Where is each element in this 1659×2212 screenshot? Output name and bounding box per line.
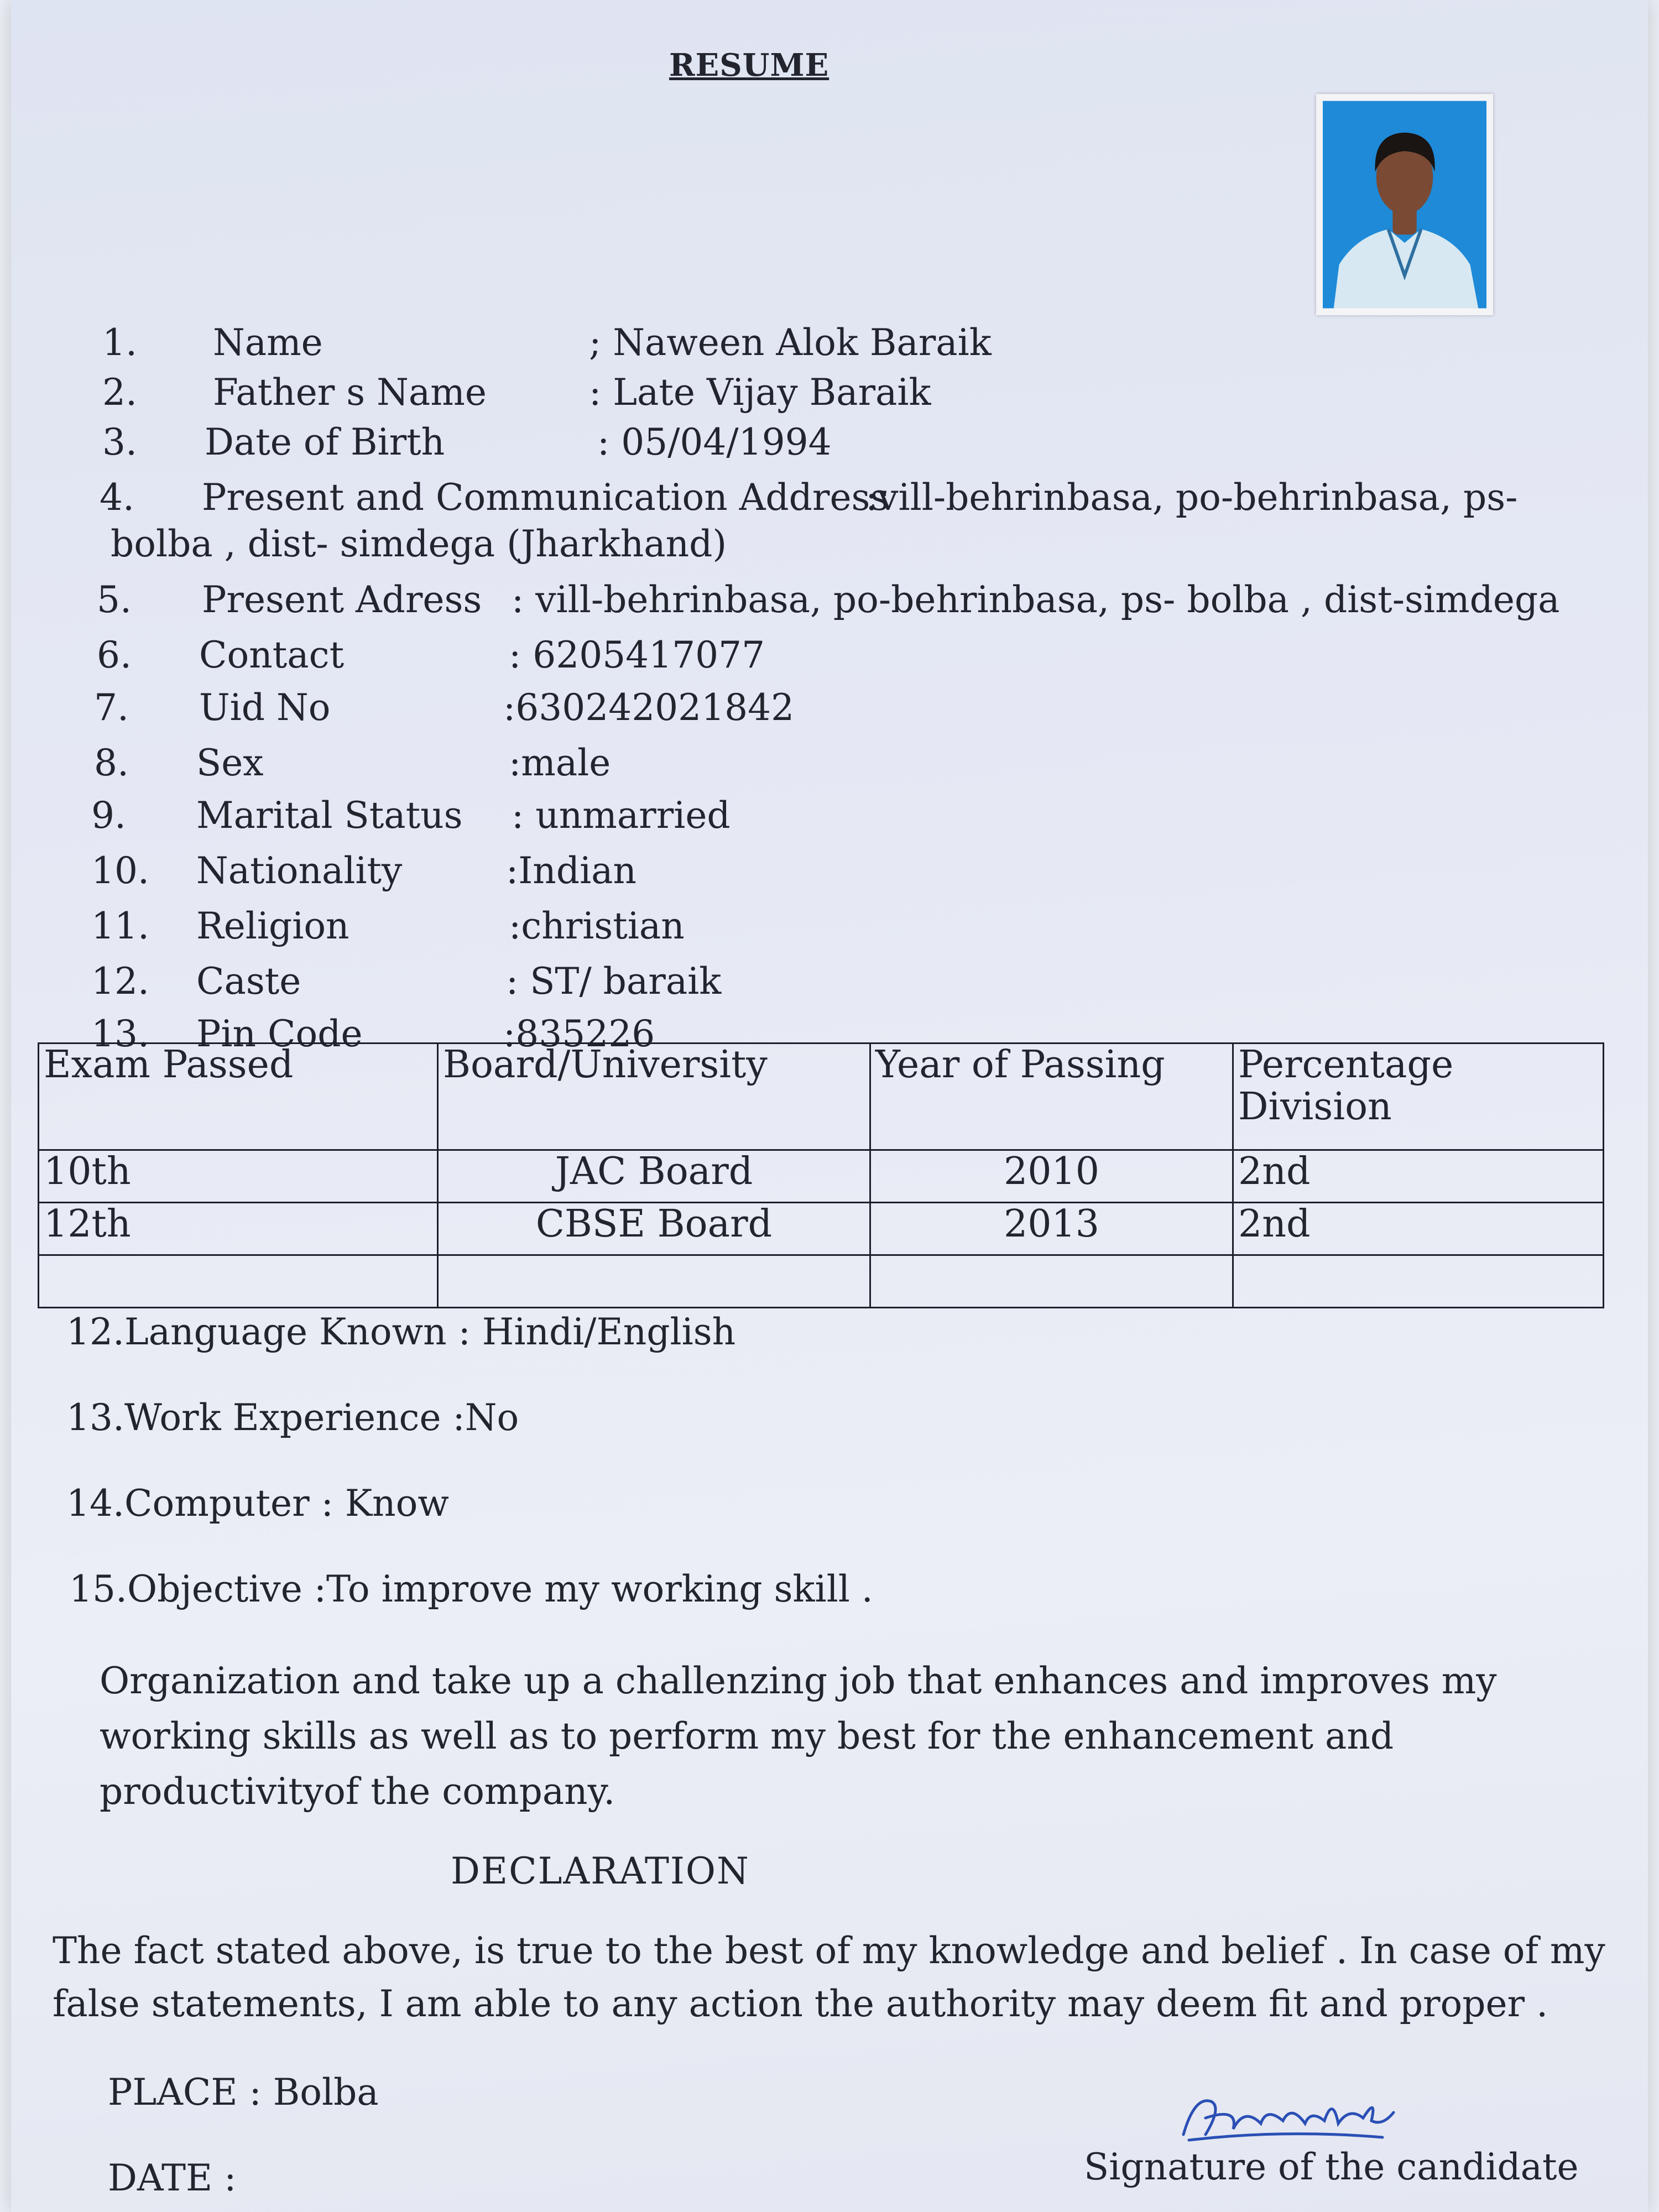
table-row (39, 1255, 1604, 1308)
table-row (39, 1203, 1604, 1255)
detail-value: :630242021842 (503, 686, 795, 729)
computer-skill: 14.Computer : Know (66, 1482, 449, 1525)
board-cell: CBSE Board (438, 1203, 870, 1255)
detail-value: :male (509, 742, 611, 784)
detail-value: : 6205417077 (509, 634, 765, 676)
detail-number: 12. (91, 960, 149, 1003)
page-title: RESUME (669, 47, 830, 84)
year-cell: 2013 (870, 1203, 1233, 1255)
header-year-of-passing: Year of Passing (870, 1044, 1233, 1150)
detail-number: 4. (100, 476, 134, 519)
board-cell (438, 1255, 870, 1308)
detail-label: Caste (196, 960, 301, 1003)
detail-number: 2. (102, 371, 137, 414)
address-continuation: bolba , dist- simdega (Jharkhand) (111, 523, 727, 565)
detail-label: Date of Birth (205, 421, 445, 463)
year-cell: 2010 (870, 1150, 1233, 1203)
exam-cell (39, 1255, 438, 1308)
detail-number: 13. (91, 1013, 149, 1055)
detail-label: Pin Code (196, 1013, 363, 1055)
detail-value: ; Naween Alok Baraik (589, 321, 992, 364)
language-known: 12.Language Known : Hindi/English (66, 1311, 736, 1353)
detail-label: Religion (196, 905, 349, 947)
detail-value: : ST/ baraik (506, 960, 722, 1003)
candidate-photo (1316, 94, 1493, 315)
detail-number: 9. (91, 794, 126, 837)
declaration-title: DECLARATION (451, 1850, 750, 1892)
detail-number: 11. (91, 905, 149, 947)
detail-value: :835226 (503, 1013, 655, 1055)
detail-value: :vill-behrinbasa, po-behrinbasa, ps- (865, 476, 1518, 519)
detail-value: :Indian (506, 849, 637, 892)
division-cell: 2nd (1233, 1150, 1604, 1203)
board-cell: JAC Board (438, 1150, 870, 1203)
detail-number: 1. (102, 321, 137, 364)
detail-number: 5. (97, 578, 132, 621)
work-experience: 13.Work Experience :No (66, 1396, 519, 1439)
date-line: DATE : (108, 2157, 237, 2199)
table-row (39, 1150, 1604, 1203)
detail-label: Marital Status (196, 794, 463, 837)
detail-value: : 05/04/1994 (597, 421, 832, 463)
exam-cell: 10th (39, 1150, 438, 1203)
portrait-icon (1323, 101, 1486, 309)
signature-image (1172, 2074, 1405, 2151)
detail-number: 10. (91, 849, 149, 892)
division-cell (1233, 1255, 1604, 1308)
place-line: PLACE : Bolba (108, 2071, 379, 2114)
detail-label: Present Adress (202, 578, 482, 621)
detail-label: Nationality (196, 849, 403, 892)
detail-value: : vill-behrinbasa, po-behrinbasa, ps- bolba , dist-simdega (512, 578, 1560, 621)
detail-value: : Late Vijay Baraik (589, 371, 931, 414)
detail-number: 6. (97, 634, 132, 676)
detail-value: : unmarried (512, 794, 731, 837)
detail-number: 8. (94, 742, 129, 784)
division-cell: 2nd (1233, 1203, 1604, 1255)
exam-cell: 12th (39, 1203, 438, 1255)
detail-value: :christian (509, 905, 685, 947)
detail-number: 3. (102, 421, 137, 463)
detail-label: Contact (199, 634, 345, 676)
header-exam-passed: Exam Passed (39, 1044, 438, 1150)
declaration-paragraph: The fact stated above, is true to the best of my knowledge and belief . In case of my false statements, I am able to any action the authority may deem fit and proper . (53, 1929, 1605, 2025)
detail-label: Present and Communication Address (202, 476, 889, 519)
detail-label: Uid No (199, 686, 331, 729)
detail-label: Father s Name (213, 371, 487, 414)
objective-paragraph: Organization and take up a challenzing job that enhances and improves my working skills as well as to perform my best for the enhancement and productivityof the company. (100, 1660, 1497, 1813)
objective-heading: 15.Objective :To improve my working skill . (69, 1568, 873, 1610)
resume-page (11, 0, 1648, 2212)
signature-caption: Signature of the candidate (1084, 2146, 1579, 2188)
detail-label: Name (213, 321, 323, 364)
header-percentage-division: Percentage Division (1233, 1044, 1604, 1150)
header-board-university: Board/University (438, 1044, 870, 1150)
detail-number: 7. (94, 686, 129, 729)
year-cell (870, 1255, 1233, 1308)
education-table (38, 1042, 1604, 1308)
detail-label: Sex (196, 742, 264, 784)
table-header-row (39, 1044, 1604, 1150)
